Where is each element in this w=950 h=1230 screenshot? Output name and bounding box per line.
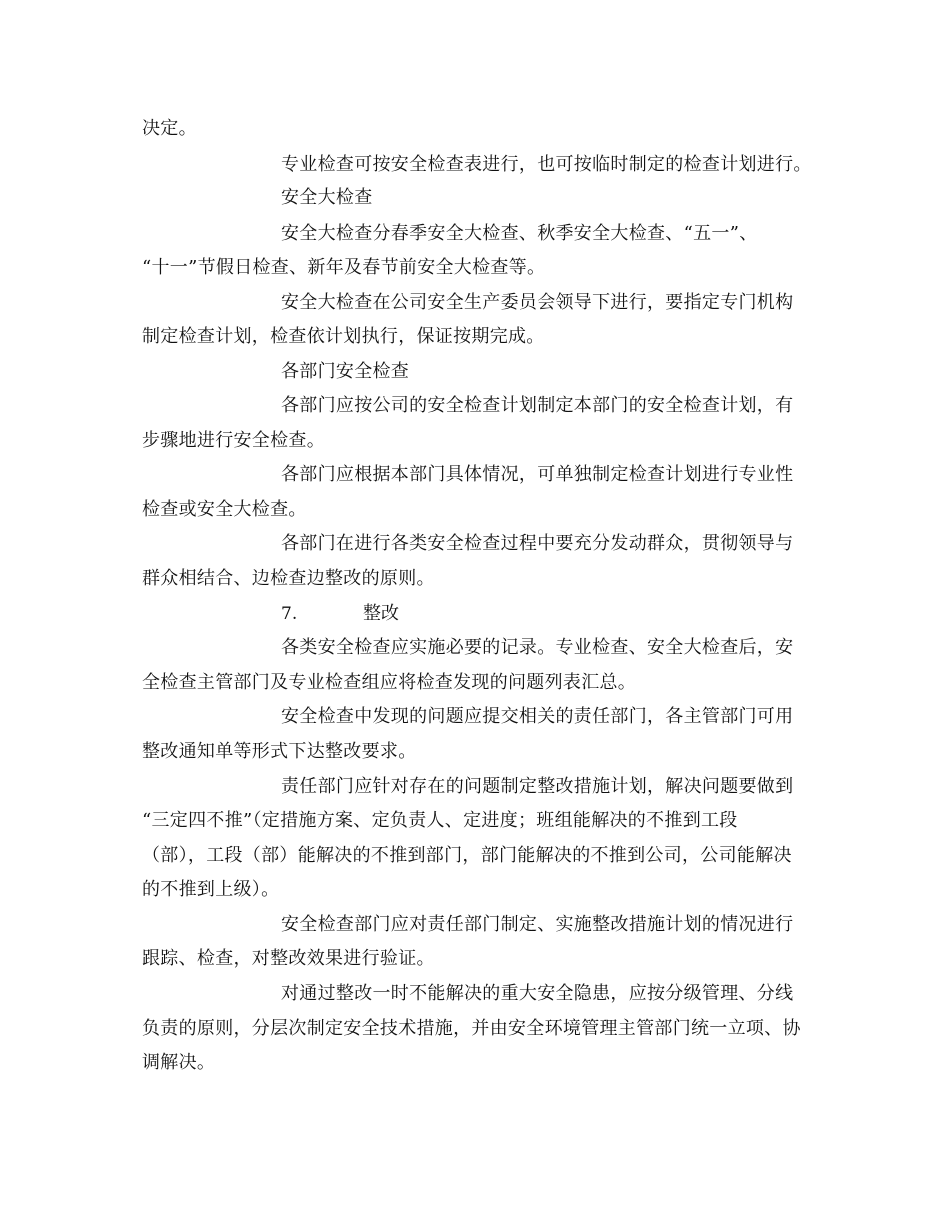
paragraph-line: 责任部门应针对存在的问题制定整改措施计划，解决问题要做到 — [281, 776, 794, 797]
paragraph-line: 对通过整改一时不能解决的重大安全隐患，应按分级管理、分线 — [281, 983, 794, 1004]
paragraph-line: 检查或安全大检查。 — [142, 499, 307, 520]
paragraph-line: 安全大检查在公司安全生产委员会领导下进行，要指定专门机构 — [281, 292, 794, 313]
paragraph-line: 各类安全检查应实施必要的记录。专业检查、安全大检查后，安 — [281, 637, 794, 658]
paragraph-line: 负责的原则，分层次制定安全技术措施，并由安全环境管理主管部门统一立项、协 — [142, 1018, 801, 1039]
paragraph-line: 整改通知单等形式下达整改要求。 — [142, 741, 417, 762]
paragraph-line: 的不推到上级）。 — [142, 879, 280, 900]
paragraph-line: 安全检查中发现的问题应提交相关的责任部门，各主管部门可用 — [281, 706, 794, 727]
paragraph-line: 各部门应根据本部门具体情况，可单独制定检查计划进行专业性 — [281, 464, 794, 485]
paragraph-line: 决定。 — [142, 118, 197, 139]
paragraph-line: 各部门在进行各类安全检查过程中要充分发动群众，贯彻领导与 — [281, 533, 794, 554]
paragraph-line: 安全检查部门应对责任部门制定、实施整改措施计划的情况进行 — [281, 914, 794, 935]
paragraph-line: 步骤地进行安全检查。 — [142, 430, 325, 451]
paragraph-line: 跟踪、检查，对整改效果进行验证。 — [142, 948, 435, 969]
section-number: 7. — [281, 604, 298, 624]
paragraph-line: 各部门应按公司的安全检查计划制定本部门的安全检查计划，有 — [281, 395, 794, 416]
paragraph-line: 全检查主管部门及专业检查组应将检查发现的问题列表汇总。 — [142, 672, 637, 693]
paragraph-line: 安全大检查分春季安全大检查、秋季安全大检查、“五一”、 — [281, 223, 758, 244]
paragraph-line: （部），工段（部）能解决的不推到部门，部门能解决的不推到公司，公司能解决 — [142, 845, 792, 866]
paragraph-line: “十一”节假日检查、新年及春节前安全大检查等。 — [142, 257, 546, 278]
paragraph-line: 群众相结合、边检查边整改的原则。 — [142, 568, 435, 589]
section-heading: 安全大检查 — [281, 187, 373, 208]
section-heading: 各部门安全检查 — [281, 361, 410, 382]
paragraph-line: 调解决。 — [142, 1052, 216, 1073]
paragraph-line: 制定检查计划，检查依计划执行，保证按期完成。 — [142, 326, 545, 347]
paragraph-line: 专业检查可按安全检查表进行，也可按临时制定的检查计划进行。 — [281, 154, 812, 175]
section-heading: 整改 — [363, 603, 399, 624]
paragraph-line: “三定四不推”（定措施方案、定负责人、定进度；班组能解决的不推到工段 — [142, 810, 738, 831]
